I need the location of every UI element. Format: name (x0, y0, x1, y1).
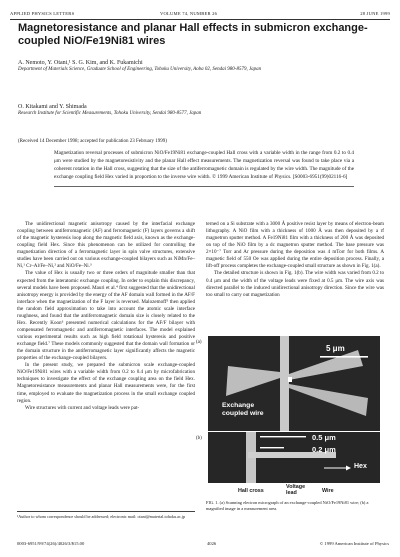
issue-date: 28 JUNE 1999 (360, 11, 390, 16)
structure-label: Exchange coupled wire (222, 402, 264, 417)
copyright-notice: © 1999 American Institute of Physics (319, 541, 389, 546)
wire-label: Wire (322, 488, 334, 494)
page-number: 4026 (207, 541, 217, 546)
scale-bar-label-a: 5 μm (326, 344, 345, 353)
sem-micrograph-a (208, 336, 380, 431)
panel-b-label: (b) (196, 436, 202, 441)
affiliation-1: Department of Materials Science, Graduate School of Engineering, Tohoku University, Aoba 02, Sendai 980-8579, Japan (18, 67, 262, 72)
body-paragraph: The detailed structure is shown in Fig. 1(b). The wire width was varied from 0.2 to 0.4 μm and the width of the voltage leads were fixed at 0.5 μm. The wire axis was directed parallel to the induced unidirectional anisotropy direction. Since the wire was too small to carry out magnetization (206, 270, 384, 298)
paper-title: Magnetoresistance and planar Hall effects in submicron exchange-coupled NiO/Fe19Ni81 wires (18, 22, 368, 47)
volume-number: VOLUME 74, NUMBER 26 (160, 11, 218, 16)
figure-part-labels (238, 484, 388, 498)
figure-1 (196, 330, 389, 496)
body-paragraph: The value of Hex is usually two or three orders of magnitude smaller than that expected from the interatomic exchange coupling. In order to explain this discrepancy, several models have been proposed. Mauri et al.⁴ first suggested that the unidirectional anisotropy energy is provided by the energy of the AF domain wall formed in the AF/F interface when the magnetization of the F layer is reversed. Malozemoff⁵ then applied the random field approximation to take into account the atomic scale interface roughness, and found that the antiferromagnetic domain size is closely related to the Hex. Recently Koon⁶ presented numerical calculations for the AF/F bilayer with compensated ferromagnetic and antiferromagnetic interfaces. The model explained various experimental results such as high field rotational hysteresis and positive exchange field.⁷ These models commonly suggested that the domain wall formation or the domain structure in the antiferromagnetic layer significantly affects the magnetic properties of the exchange-coupled bilayers. (17, 270, 195, 362)
body-paragraph: The unidirectional magnetic anisotropy caused by the interfacial exchange coupling between antiferromagnetic (AF) and ferromagnetic (F) layers governs a shift of the magnetic hysteresis loop along the magnetic field axis, known as the exchange-coupling field Hex. Since this phenomenon can be utilized for controlling the magnetization direction of a ferromagnetic layer in spin valve structures, extensive studies have been carried out on various exchange-coupled bilayers such as NiMn/Fe–Ni,¹ Cr–Al/Fe–Ni,² and NiO/Fe–Ni.³ (17, 221, 195, 270)
sem-micrograph-b (208, 432, 380, 483)
author-list-2: O. Kitakami and Y. Shimada (18, 104, 87, 110)
body-paragraph: In the present study, we prepared the submicron scale exchange-coupled NiO/Fe19Ni81 wires with a variable width from 0.2 to 0.4 μm by microfabrication techniques to investigate the effect of the exchange coupling area on the field Hex. Magnetoresistance measurements and planar Hall measurements were, for the first time, employed to evaluate the magnetization process in the small exchange coupled region. (17, 362, 195, 404)
received-dates: (Received 14 December 1998; accepted for publication 23 February 1999) (18, 139, 167, 144)
affiliation-2: Research Institute for Scientific Measurements, Tohoku University, Sendai 980-8577, Japan (18, 111, 202, 116)
scale-bar-label-b1: 0.5 μm (312, 433, 336, 442)
exchange-field-label: Hex (354, 463, 367, 470)
author-group-1 (18, 60, 388, 73)
voltage-lead-label: Voltage lead (286, 484, 306, 496)
page-footer (17, 541, 389, 548)
abstract: Magnetization reversal processes of submicron NiO/Fe19Ni81 exchange-coupled Hall cross with a variable width in the range from 0.2 to 0.4 μm were studied by the magnetoresistivity and the planar Hall effect measurements. The magnetization reversal was found to take place via a coherent rotation in the Hall cross, suggesting that the size of the antiferromagnetic domain is regulated by the wire width. The magnitude of the exchange coupling field Hex varied in proportion to the inverse wire width. © 1999 American Institute of Physics. [S0003-6951(99)02116-6] (54, 150, 354, 187)
author-group-2 (18, 104, 388, 117)
left-column (17, 221, 195, 412)
hall-cross-label: Hall cross (238, 488, 264, 494)
body-paragraph: Wire structures with current and voltage leads were pat- (25, 404, 140, 411)
author-list-1: A. Nemoto, Y. Otani,¹ S. G. Kim, and K. Fukamichi (18, 60, 143, 66)
body-paragraph: terned on a Si substrate with a 3000 Å positive resist layer by means of electron-beam lithography. A NiO film with a thickness of 1000 Å was then deposited by a rf magnetron sputter method. A Fe19Ni81 film with a thickness of 200 Å was deposited on top of the NiO film by a dc magnetron sputter method. The base pressure was 2×10⁻⁷ Torr and Ar pressure during the deposition was 4 mTorr for both films. A magnetic field of 550 Oe was applied during the entire deposition process. Finally, a lift-off process completes the exchange-coupled small structure as shown in Fig. 1(a). (206, 221, 384, 270)
article-code: 0003-6951/99/74(26)/4026/3/$15.00 (17, 541, 85, 546)
panel-a-label: (a) (196, 340, 202, 345)
journal-name: APPLIED PHYSICS LETTERS (10, 11, 75, 16)
right-column (206, 221, 384, 299)
running-head (10, 11, 390, 20)
scale-bar-label-b2: 0.2 μm (312, 445, 336, 454)
figure-caption: FIG. 1. (a) Scanning electron micrograph of an exchange-coupled NiO/Fe19Ni81 wire; (b) a magnified image in a measurement area. (206, 500, 369, 511)
micrograph-b-image (208, 432, 380, 483)
author-footnote: ¹Author to whom correspondence should be addressed; electronic mail: otani@material.tohoku.ac.jp (17, 511, 195, 520)
